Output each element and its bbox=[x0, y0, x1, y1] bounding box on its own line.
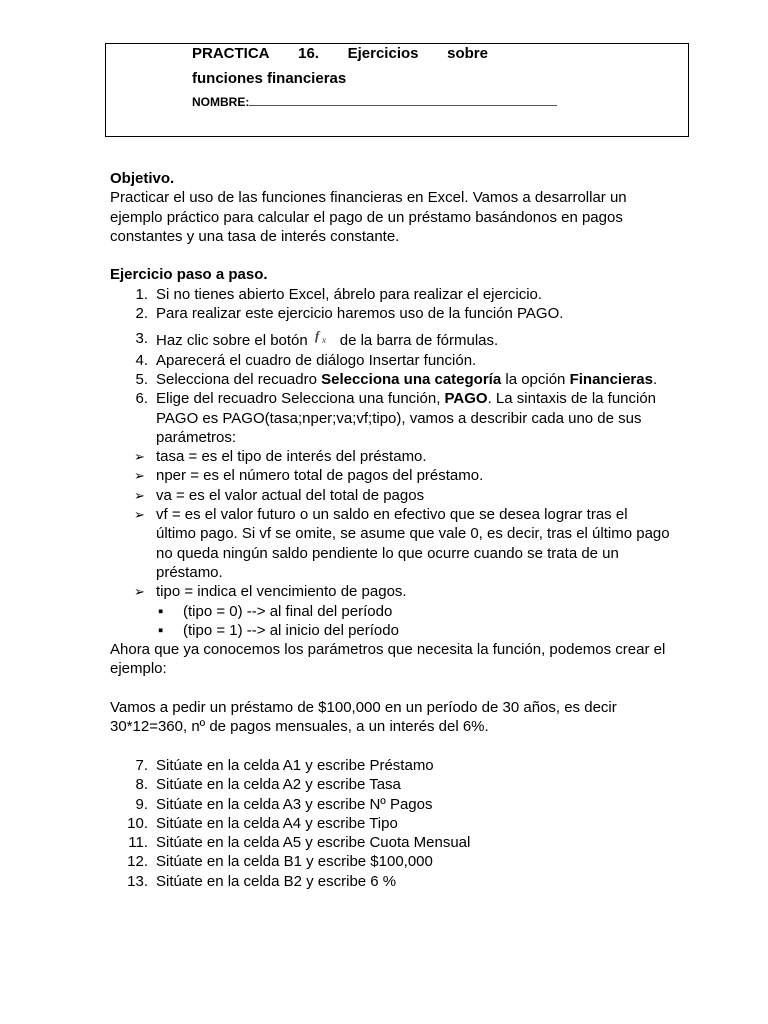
param-item bbox=[110, 447, 670, 466]
step-text: Selecciona del recuadro bbox=[156, 370, 322, 388]
param-item bbox=[110, 466, 670, 485]
step-number: 2. bbox=[135, 305, 148, 323]
tipo-option-text: (tipo = 0) --> al final del período bbox=[183, 602, 393, 620]
arrow-bullet-icon: ➢ bbox=[134, 507, 145, 523]
header-title-word: 16. bbox=[298, 45, 319, 62]
step-text: . bbox=[652, 370, 658, 388]
step-item bbox=[110, 795, 670, 814]
step-text: Si no tienes abierto Excel, ábrelo para realizar el ejercicio. bbox=[156, 285, 543, 303]
exercise-heading: Ejercicio paso a paso. bbox=[110, 266, 268, 284]
step-item bbox=[110, 329, 670, 350]
step-bold-text: Selecciona una categoría bbox=[321, 370, 502, 388]
step-text: la opción bbox=[501, 370, 570, 388]
step-item bbox=[110, 285, 670, 304]
step-text: Para realizar este ejercicio haremos uso de la función PAGO. bbox=[156, 305, 564, 323]
param-item bbox=[110, 486, 670, 505]
square-bullet-icon: ▪ bbox=[158, 621, 164, 639]
after-params-text: Ahora que ya conocemos los parámetros que necesita la función, podemos crear el ejemplo: bbox=[110, 641, 666, 678]
step-item bbox=[110, 351, 670, 370]
step-item bbox=[110, 756, 670, 775]
step-text: Haz clic sobre el botón bbox=[156, 332, 308, 350]
param-text: nper = es el número total de pagos del préstamo. bbox=[156, 467, 484, 485]
header-title-word: PRACTICA bbox=[192, 45, 270, 62]
step-number: 5. bbox=[135, 370, 148, 388]
step-number: 9. bbox=[135, 795, 148, 813]
step-number: 8. bbox=[135, 776, 148, 794]
step-item bbox=[110, 304, 670, 323]
step-text: Sitúate en la celda A1 y escribe Préstamo bbox=[156, 756, 434, 774]
step-text: . La sintaxis de la función PAGO es PAGO(tasa;nper;va;vf;tipo), vamos a describir cada uno de sus parámetros: bbox=[156, 390, 657, 446]
param-text: vf = es el valor futuro o un saldo en efectivo que se desea lograr tras el último pago. Si vf se omite, se asume que vale 0, es decir, tras el último pago no queda ningún saldo pendiente lo que ocurre cuando se trata de un préstamo. bbox=[156, 506, 670, 581]
svg-text:x: x bbox=[321, 335, 326, 346]
tipo-option bbox=[110, 602, 670, 621]
step-text: de la barra de fórmulas. bbox=[339, 332, 499, 350]
step-number: 4. bbox=[135, 351, 148, 369]
arrow-bullet-icon: ➢ bbox=[134, 584, 145, 600]
tipo-option-text: (tipo = 1) --> al inicio del período bbox=[183, 621, 399, 639]
step-item bbox=[110, 775, 670, 794]
arrow-bullet-icon: ➢ bbox=[134, 468, 145, 484]
header-title bbox=[192, 44, 488, 64]
step-text: Sitúate en la celda B2 y escribe 6 % bbox=[156, 872, 397, 890]
step-item bbox=[110, 852, 670, 871]
step-item bbox=[110, 814, 670, 833]
step-text: Sitúate en la celda A3 y escribe Nº Pagos bbox=[156, 795, 433, 813]
step-number: 7. bbox=[135, 756, 148, 774]
objective-text: Practicar el uso de las funciones financieras en Excel. Vamos a desarrollar un ejemplo práctico para calcular el pago de un préstamo basándonos en pagos constantes y una tasa de interés constante. bbox=[110, 189, 627, 245]
step-item bbox=[110, 389, 670, 447]
step-number: 3. bbox=[135, 330, 148, 348]
name-field[interactable] bbox=[192, 94, 557, 110]
objective-heading: Objetivo. bbox=[110, 170, 175, 187]
step-text: Elige del recuadro Selecciona una función, bbox=[156, 390, 445, 408]
param-text: tasa = es el tipo de interés del préstamo. bbox=[156, 448, 427, 466]
step-number: 13. bbox=[127, 872, 148, 890]
step-text: Sitúate en la celda A2 y escribe Tasa bbox=[156, 776, 401, 794]
name-underline bbox=[249, 94, 557, 106]
step-item bbox=[110, 370, 670, 389]
step-number: 10. bbox=[127, 814, 148, 832]
step-number: 12. bbox=[127, 853, 148, 871]
step-text: Sitúate en la celda B1 y escribe $100,000 bbox=[156, 853, 433, 871]
header-title-word: sobre bbox=[447, 45, 488, 62]
fx-icon bbox=[312, 329, 334, 349]
header-box bbox=[105, 43, 689, 137]
param-text: va = es el valor actual del total de pagos bbox=[156, 486, 425, 504]
step-bold-text: Financieras bbox=[569, 370, 653, 388]
arrow-bullet-icon: ➢ bbox=[134, 449, 145, 465]
param-item bbox=[110, 582, 670, 601]
name-label: NOMBRE: bbox=[192, 95, 250, 109]
step-text: Aparecerá el cuadro de diálogo Insertar función. bbox=[156, 351, 477, 369]
square-bullet-icon: ▪ bbox=[158, 602, 164, 620]
document-body bbox=[110, 169, 670, 891]
step-number: 11. bbox=[128, 834, 148, 852]
step-text: Sitúate en la celda A4 y escribe Tipo bbox=[156, 814, 398, 832]
header-title-word: Ejercicios bbox=[347, 45, 419, 62]
step-item bbox=[110, 872, 670, 891]
param-text: tipo = indica el vencimiento de pagos. bbox=[156, 583, 407, 601]
svg-text:f: f bbox=[314, 329, 320, 344]
header-subtitle: funciones financieras bbox=[192, 70, 347, 87]
tipo-option bbox=[110, 621, 670, 640]
arrow-bullet-icon: ➢ bbox=[134, 487, 145, 503]
step-text: Sitúate en la celda A5 y escribe Cuota Mensual bbox=[156, 834, 471, 852]
param-item bbox=[110, 505, 670, 582]
step-number: 1. bbox=[135, 285, 148, 303]
loan-text: Vamos a pedir un préstamo de $100,000 en un período de 30 años, es decir 30*12=360, nº de pagos mensuales, a un interés del 6%. bbox=[110, 699, 617, 736]
step-item bbox=[110, 833, 670, 852]
step-bold-text: PAGO bbox=[444, 390, 488, 408]
step-number: 6. bbox=[135, 390, 148, 408]
